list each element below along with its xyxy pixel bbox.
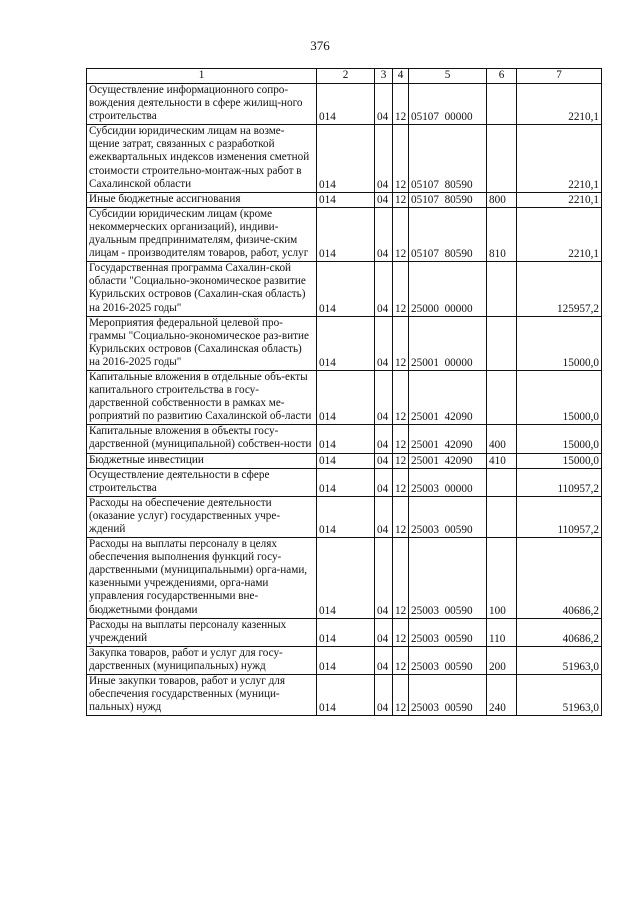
row-target-article-cell: 25003 00590 xyxy=(409,646,487,674)
row-subsection-cell: 12 xyxy=(393,538,409,619)
row-expense-type-cell xyxy=(487,468,517,496)
row-expense-type-cell xyxy=(487,125,517,192)
row-expense-type-cell: 410 xyxy=(487,453,517,468)
row-subsection-cell: 12 xyxy=(393,496,409,537)
table-row xyxy=(87,496,602,537)
row-subsection-cell: 12 xyxy=(393,84,409,125)
row-amount-cell: 2210,1 xyxy=(517,84,602,125)
row-subsection-cell: 12 xyxy=(393,262,409,316)
row-expense-type-cell: 100 xyxy=(487,538,517,619)
row-subsection-cell: 12 xyxy=(393,207,409,261)
row-target-article-cell: 25001 00000 xyxy=(409,316,487,370)
table-row xyxy=(87,618,602,646)
row-name-cell: Иные закупки товаров, работ и услуг для обеспечения государственных (муници-пальных) нужд xyxy=(87,675,317,716)
row-amount-cell: 51963,0 xyxy=(517,646,602,674)
row-grbs-cell: 014 xyxy=(317,646,375,674)
row-name-cell: Закупка товаров, работ и услуг для госу-дарственных (муниципальных) нужд xyxy=(87,646,317,674)
row-expense-type-cell xyxy=(487,84,517,125)
row-amount-cell: 15000,0 xyxy=(517,316,602,370)
table-row xyxy=(87,316,602,370)
row-section-cell: 04 xyxy=(375,538,393,619)
row-name-cell: Капитальные вложения в объекты госу-дарственной (муниципальной) собствен-ности xyxy=(87,425,317,453)
row-expense-type-cell xyxy=(487,370,517,424)
row-expense-type-cell: 200 xyxy=(487,646,517,674)
table-row xyxy=(87,84,602,125)
row-subsection-cell: 12 xyxy=(393,468,409,496)
row-subsection-cell: 12 xyxy=(393,618,409,646)
row-name-cell: Осуществление деятельности в сфере строительства xyxy=(87,468,317,496)
header-col-4: 4 xyxy=(393,69,409,84)
row-grbs-cell: 014 xyxy=(317,262,375,316)
page-number: 376 xyxy=(310,38,330,53)
row-target-article-cell: 25003 00000 xyxy=(409,468,487,496)
row-grbs-cell: 014 xyxy=(317,453,375,468)
row-section-cell: 04 xyxy=(375,192,393,207)
row-expense-type-cell xyxy=(487,496,517,537)
row-section-cell: 04 xyxy=(375,646,393,674)
row-grbs-cell: 014 xyxy=(317,125,375,192)
row-amount-cell: 51963,0 xyxy=(517,675,602,716)
row-section-cell: 04 xyxy=(375,618,393,646)
budget-table xyxy=(86,68,602,716)
row-target-article-cell: 25003 00590 xyxy=(409,496,487,537)
row-name-cell: Осуществление информационного сопро-вождения деятельности в сфере жилищ-ного строительства xyxy=(87,84,317,125)
row-expense-type-cell: 800 xyxy=(487,192,517,207)
header-col-7: 7 xyxy=(517,69,602,84)
table-row xyxy=(87,453,602,468)
row-section-cell: 04 xyxy=(375,425,393,453)
row-subsection-cell: 12 xyxy=(393,675,409,716)
row-target-article-cell: 25001 42090 xyxy=(409,453,487,468)
row-expense-type-cell: 110 xyxy=(487,618,517,646)
row-target-article-cell: 25003 00590 xyxy=(409,675,487,716)
row-section-cell: 04 xyxy=(375,125,393,192)
row-name-cell: Расходы на выплаты персоналу казенных учреждений xyxy=(87,618,317,646)
row-target-article-cell: 05107 80590 xyxy=(409,125,487,192)
table-row xyxy=(87,207,602,261)
row-grbs-cell: 014 xyxy=(317,468,375,496)
row-section-cell: 04 xyxy=(375,316,393,370)
row-grbs-cell: 014 xyxy=(317,675,375,716)
row-amount-cell: 40686,2 xyxy=(517,538,602,619)
table-row xyxy=(87,675,602,716)
row-section-cell: 04 xyxy=(375,207,393,261)
header-row xyxy=(87,69,602,84)
table-row xyxy=(87,538,602,619)
header-col-3: 3 xyxy=(375,69,393,84)
row-grbs-cell: 014 xyxy=(317,425,375,453)
row-name-cell: Мероприятия федеральной целевой про-граммы "Социально-экономическое раз-витие Курильских островов (Сахалинская область) на 2016-2025 годы" xyxy=(87,316,317,370)
row-grbs-cell: 014 xyxy=(317,538,375,619)
row-grbs-cell: 014 xyxy=(317,84,375,125)
row-grbs-cell: 014 xyxy=(317,207,375,261)
row-grbs-cell: 014 xyxy=(317,316,375,370)
row-grbs-cell: 014 xyxy=(317,618,375,646)
row-name-cell: Государственная программа Сахалин-ской области "Социально-экономическое развитие Курильских островов (Сахалин-ская область) на 2016-2025 годы" xyxy=(87,262,317,316)
row-target-article-cell: 25001 42090 xyxy=(409,370,487,424)
row-grbs-cell: 014 xyxy=(317,496,375,537)
row-target-article-cell: 25003 00590 xyxy=(409,618,487,646)
row-name-cell: Бюджетные инвестиции xyxy=(87,453,317,468)
row-name-cell: Расходы на обеспечение деятельности (оказание услуг) государственных учре-ждений xyxy=(87,496,317,537)
header-col-6: 6 xyxy=(487,69,517,84)
row-subsection-cell: 12 xyxy=(393,646,409,674)
row-amount-cell: 2210,1 xyxy=(517,125,602,192)
table-row xyxy=(87,468,602,496)
row-amount-cell: 15000,0 xyxy=(517,425,602,453)
row-name-cell: Субсидии юридическим лицам на возме-щение затрат, связанных с разработкой ежеквартальных индексов изменения сметной стоимости строительно-монтаж-ных работ в Сахалинской области xyxy=(87,125,317,192)
row-target-article-cell: 25001 42090 xyxy=(409,425,487,453)
table-row xyxy=(87,425,602,453)
row-section-cell: 04 xyxy=(375,262,393,316)
row-expense-type-cell xyxy=(487,316,517,370)
row-amount-cell: 110957,2 xyxy=(517,496,602,537)
header-col-2: 2 xyxy=(317,69,375,84)
table-row xyxy=(87,192,602,207)
row-name-cell: Субсидии юридическим лицам (кроме некоммерческих организаций), индиви-дуальным предпринимателям, физиче-ским лицам - производителям товаров, работ, услуг xyxy=(87,207,317,261)
row-subsection-cell: 12 xyxy=(393,125,409,192)
row-name-cell: Капитальные вложения в отдельные объ-екты капитального строительства в госу-дарственной собственности в рамках ме-роприятий по развитию Сахалинской об-ласти xyxy=(87,370,317,424)
header-col-5: 5 xyxy=(409,69,487,84)
row-section-cell: 04 xyxy=(375,84,393,125)
table-row xyxy=(87,125,602,192)
row-target-article-cell: 05107 80590 xyxy=(409,192,487,207)
row-target-article-cell: 25003 00590 xyxy=(409,538,487,619)
row-section-cell: 04 xyxy=(375,370,393,424)
row-amount-cell: 15000,0 xyxy=(517,370,602,424)
row-subsection-cell: 12 xyxy=(393,425,409,453)
table-row xyxy=(87,370,602,424)
row-target-article-cell: 25000 00000 xyxy=(409,262,487,316)
row-target-article-cell: 05107 80590 xyxy=(409,207,487,261)
table-row xyxy=(87,646,602,674)
row-amount-cell: 2210,1 xyxy=(517,192,602,207)
row-expense-type-cell: 400 xyxy=(487,425,517,453)
row-name-cell: Иные бюджетные ассигнования xyxy=(87,192,317,207)
row-subsection-cell: 12 xyxy=(393,453,409,468)
row-expense-type-cell: 240 xyxy=(487,675,517,716)
header-col-1: 1 xyxy=(87,69,317,84)
row-amount-cell: 125957,2 xyxy=(517,262,602,316)
row-section-cell: 04 xyxy=(375,453,393,468)
row-subsection-cell: 12 xyxy=(393,316,409,370)
row-grbs-cell: 014 xyxy=(317,192,375,207)
row-amount-cell: 110957,2 xyxy=(517,468,602,496)
row-name-cell: Расходы на выплаты персоналу в целях обеспечения выполнения функций госу-дарственными (муниципальными) орга-нами, казенными учреждениями, орга-нами управления государственными вне-бюджетными фондами xyxy=(87,538,317,619)
row-section-cell: 04 xyxy=(375,675,393,716)
row-grbs-cell: 014 xyxy=(317,370,375,424)
row-subsection-cell: 12 xyxy=(393,192,409,207)
row-amount-cell: 2210,1 xyxy=(517,207,602,261)
row-expense-type-cell: 810 xyxy=(487,207,517,261)
row-amount-cell: 40686,2 xyxy=(517,618,602,646)
row-target-article-cell: 05107 00000 xyxy=(409,84,487,125)
row-section-cell: 04 xyxy=(375,468,393,496)
row-expense-type-cell xyxy=(487,262,517,316)
row-amount-cell: 15000,0 xyxy=(517,453,602,468)
table-row xyxy=(87,262,602,316)
row-section-cell: 04 xyxy=(375,496,393,537)
row-subsection-cell: 12 xyxy=(393,370,409,424)
